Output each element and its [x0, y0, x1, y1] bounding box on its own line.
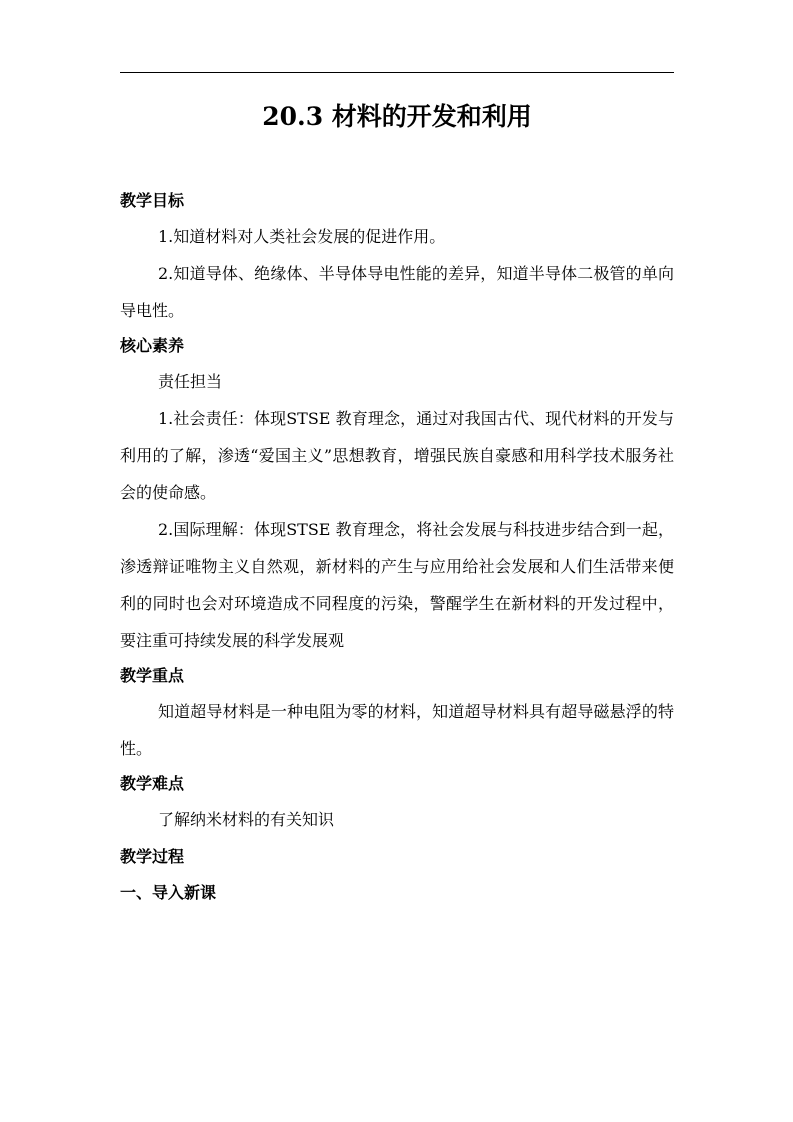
- section-key-points: [120, 659, 674, 767]
- paragraph: 2.知道导体、绝缘体、半导体导电性能的差异，知道半导体二极管的单向导电性。: [120, 264, 674, 320]
- paragraph: 2.国际理解：体现STSE 教育理念，将社会发展与科技进步结合到一起，渗透辩证唯物主义自然观，新材料的产生与应用给社会发展和人们生活带来便利的同时也会对环境造成不同程度的污染，警醒学生在新材料的开发过程中，要注重可持续发展的科学发展观: [120, 520, 674, 650]
- section-objectives: [120, 184, 674, 329]
- section-heading: 核心素养: [120, 336, 185, 355]
- header-rule: [120, 72, 674, 73]
- section-heading: 教学目标: [120, 191, 185, 210]
- section-core-literacy: [120, 329, 674, 659]
- document-body: [120, 184, 674, 910]
- section-introduction: [120, 876, 674, 910]
- paragraph: 1.知道材料对人类社会发展的促进作用。: [158, 227, 446, 246]
- section-heading: 教学难点: [120, 774, 185, 793]
- section-heading: 教学过程: [120, 847, 185, 866]
- document-title: 20.3 材料的开发和利用: [262, 102, 532, 131]
- paragraph: 1.社会责任：体现STSE 教育理念，通过对我国古代、现代材料的开发与利用的了解，渗透“爱国主义”思想教育，增强民族自豪感和用科学技术服务社会的使命感。: [120, 409, 674, 502]
- section-process: [120, 840, 674, 874]
- section-heading: 一、导入新课: [120, 883, 217, 902]
- section-heading: 教学重点: [120, 666, 185, 685]
- paragraph: 责任担当: [158, 372, 223, 391]
- section-difficulties: [120, 767, 674, 838]
- paragraph: 了解纳米材料的有关知识: [158, 810, 335, 829]
- paragraph: 知道超导材料是一种电阻为零的材料，知道超导材料具有超导磁悬浮的特性。: [120, 702, 674, 758]
